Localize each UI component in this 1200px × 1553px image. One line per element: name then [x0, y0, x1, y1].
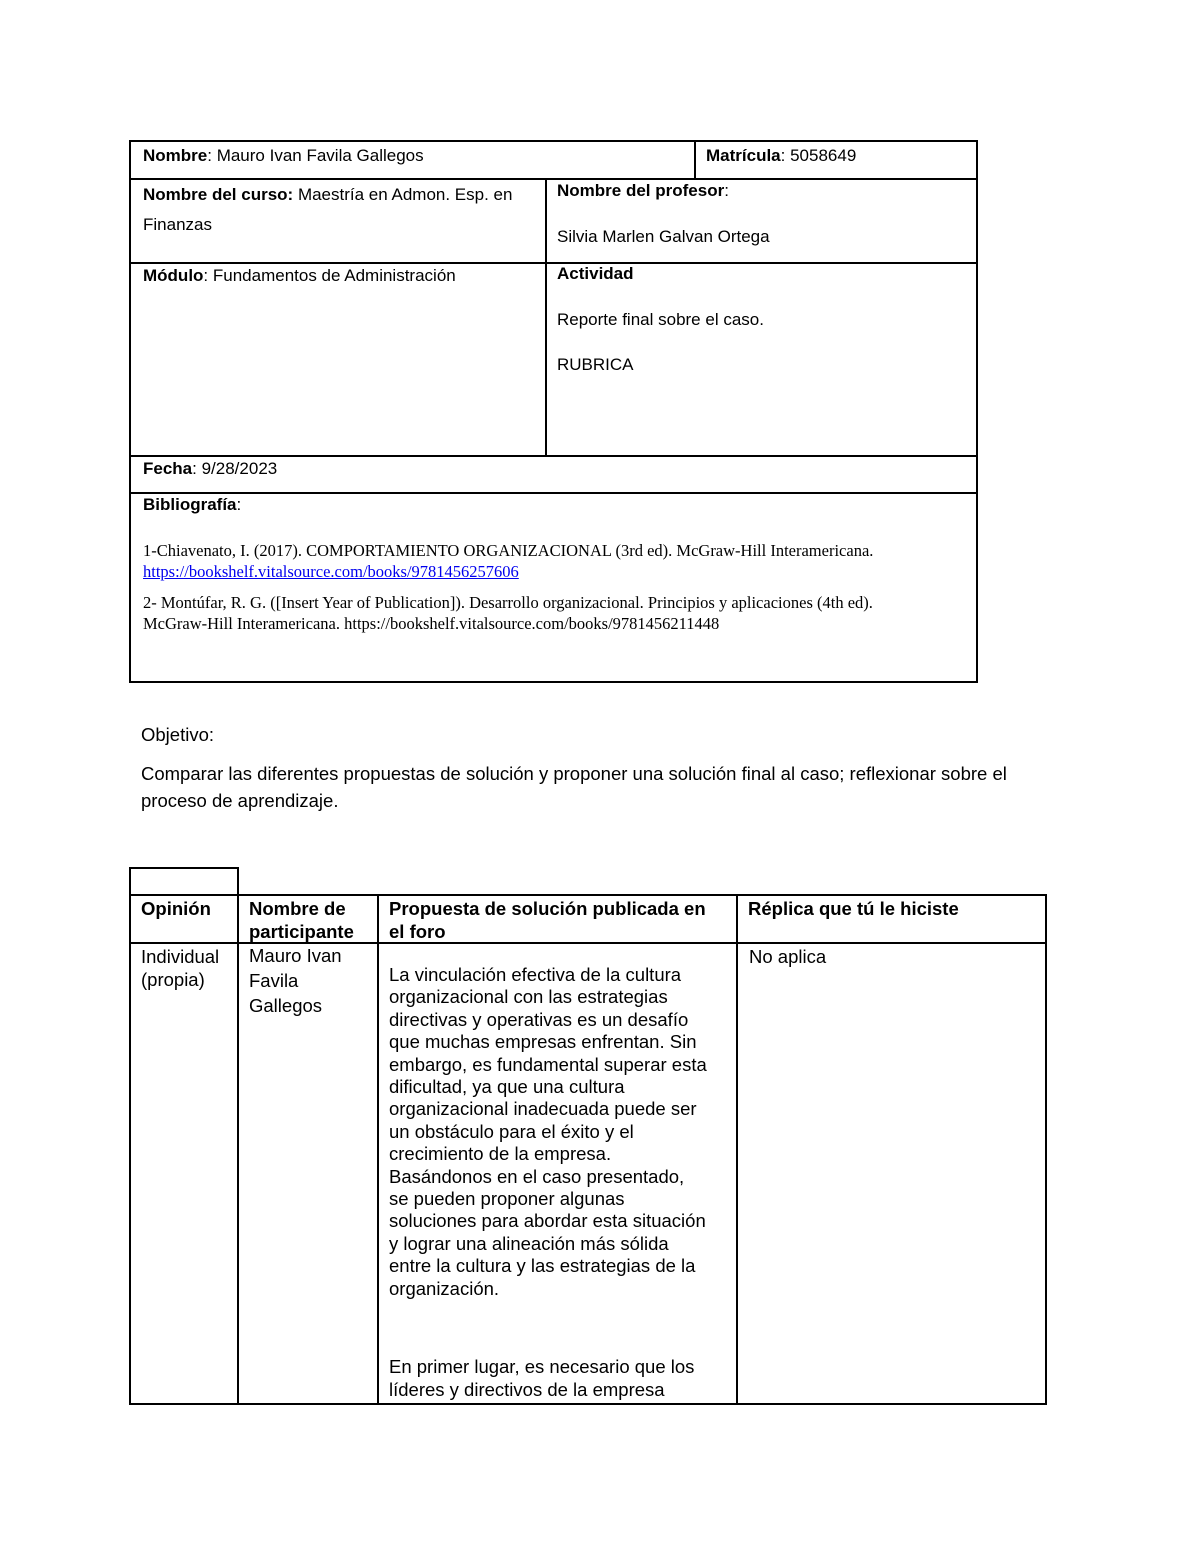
- propuesta-line: dificultad, ya que una cultura: [389, 1076, 625, 1098]
- header-participante-line2: participante: [249, 921, 354, 942]
- propuesta-line: que muchas empresas enfrentan. Sin: [389, 1031, 697, 1053]
- propuesta-line: un obstáculo para el éxito y el: [389, 1120, 634, 1142]
- table-tab: [129, 867, 239, 896]
- actividad-label: Actividad: [557, 264, 634, 283]
- spacer: [389, 1300, 726, 1356]
- curso-value-line1: Maestría en Admon. Esp. en: [297, 185, 513, 204]
- row-participante-line3: Gallegos: [249, 995, 323, 1016]
- ref1-link[interactable]: https://bookshelf.vitalsource.com/books/9781456257606: [143, 562, 519, 581]
- actividad-line1: Reporte final sobre el caso.: [557, 310, 764, 329]
- fecha-cell: Fecha: 9/28/2023: [143, 459, 278, 478]
- row-opinion-line2: (propia): [141, 969, 205, 990]
- header-participante: [239, 895, 377, 945]
- fecha-value: 9/28/2023: [201, 459, 278, 478]
- matricula-label: Matrícula: [706, 146, 781, 165]
- row-replica: No aplica: [749, 946, 827, 967]
- fecha-label: Fecha: [143, 459, 193, 478]
- matricula-cell: Matrícula: 5058649: [706, 146, 857, 165]
- ref2-line1: 2- Montúfar, R. G. ([Insert Year of Publication]). Desarrollo organizacional. Principios y aplicaciones (4th ed).: [143, 593, 873, 612]
- ref2-line2: McGraw-Hill Interamericana. https://bookshelf.vitalsource.com/books/9781456211448: [143, 614, 720, 633]
- header-opinion: Opinión: [141, 898, 211, 919]
- profesor-value: Silvia Marlen Galvan Ortega: [557, 227, 770, 246]
- matricula-value: 5058649: [790, 146, 857, 165]
- propuesta-line: soluciones para abordar esta situación: [389, 1210, 706, 1232]
- propuesta-line: La vinculación efectiva de la cultura: [389, 964, 682, 985]
- profesor-cell: Nombre del profesor: Silvia Marlen Galvan Ortega: [547, 180, 976, 262]
- modulo-cell: Módulo: Fundamentos de Administración: [143, 266, 456, 285]
- propuesta-line: En primer lugar, es necesario que los: [389, 1356, 695, 1378]
- propuesta-line: Basándonos en el caso presentado,: [389, 1165, 685, 1187]
- bibliografia-label: Bibliografía: [143, 495, 237, 514]
- ref1-text: 1-Chiavenato, I. (2017). COMPORTAMIENTO ORGANIZACIONAL (3rd ed). McGraw-Hill Interamericana.: [143, 541, 874, 560]
- nombre-value: Mauro Ivan Favila Gallegos: [216, 146, 424, 165]
- divider: [736, 894, 738, 1403]
- header-propuesta-line1: Propuesta de solución publicada en: [389, 898, 706, 919]
- modulo-label: Módulo: [143, 266, 204, 285]
- modulo-value: Fundamentos de Administración: [212, 266, 456, 285]
- propuesta-line: entre la cultura y las estrategias de la: [389, 1255, 696, 1277]
- curso-label: Nombre del curso:: [143, 185, 294, 204]
- propuesta-line: directivas y operativas es un desafío: [389, 1008, 689, 1030]
- curso-value-line2: Finanzas: [143, 215, 212, 234]
- nombre-cell: Nombre: Mauro Ivan Favila Gallegos: [143, 146, 424, 165]
- row-opinion-line1: Individual: [141, 946, 220, 967]
- header-participante-line1: Nombre de: [249, 898, 346, 919]
- row-participante-line1: Mauro Ivan: [249, 945, 342, 966]
- propuesta-line: organización.: [389, 1277, 500, 1299]
- curso-cell: [131, 180, 546, 262]
- nombre-label: Nombre: [143, 146, 208, 165]
- propuesta-line: crecimiento de la empresa.: [389, 1143, 612, 1165]
- propuesta-line: embargo, es fundamental superar esta: [389, 1053, 707, 1075]
- header-propuesta-line2: el foro: [389, 921, 446, 942]
- propuesta-line: se pueden proponer algunas: [389, 1188, 625, 1210]
- row-participante: [239, 943, 377, 1020]
- objective-line2: proceso de aprendizaje.: [141, 790, 339, 811]
- actividad-line2: RUBRICA: [557, 355, 634, 374]
- header-propuesta: [379, 895, 736, 945]
- propuesta-line: organizacional inadecuada puede ser: [389, 1098, 697, 1120]
- row-opinion: [131, 943, 237, 993]
- row-participante-line2: Favila: [249, 970, 299, 991]
- objective-line1: Comparar las diferentes propuestas de solución y proponer una solución final al caso; reflexionar sobre el: [141, 763, 1007, 784]
- propuesta-line: y lograr una alineación más sólida: [389, 1232, 669, 1254]
- profesor-label: Nombre del profesor: [557, 181, 725, 200]
- row-propuesta: [379, 962, 736, 1403]
- propuesta-line: organizacional con las estrategias: [389, 986, 668, 1008]
- header-replica: Réplica que tú le hiciste: [748, 898, 959, 919]
- propuesta-line: líderes y directivos de la empresa: [389, 1378, 665, 1400]
- objective-label: Objetivo:: [141, 724, 215, 745]
- actividad-cell: [547, 264, 976, 456]
- bibliografia-cell: Bibliografía: 1-Chiavenato, I. (2017). COMPORTAMIENTO ORGANIZACIONAL (3rd ed). McGraw-Hill Interamericana. https://bookshelf.vitalsource.com/books/9781456257606 2- Montúfar, R. G. ([Insert Year of Publication]). Desarrollo organizacional. Principios y aplicaciones (4th ed). McGraw-Hill Interamericana. https://bookshelf.vitalsource.com/books/9781456211448: [131, 494, 976, 681]
